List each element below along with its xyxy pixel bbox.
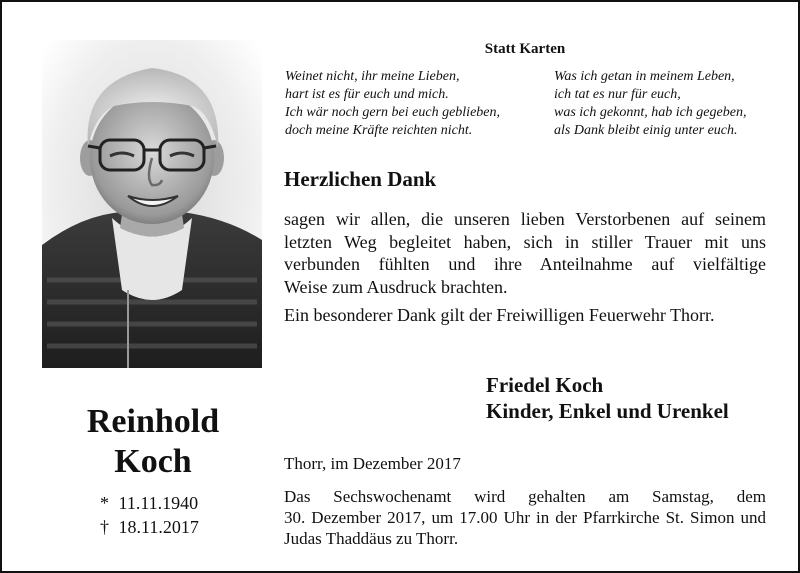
poem-line: ich tat es nur für euch, [554,87,681,102]
statt-karten-heading: Statt Karten [484,41,566,57]
birth-date: 11.11.1940 [118,493,199,513]
poem-line: doch meine Kräfte reichten nicht. [285,123,473,138]
poem-line: Was ich getan in meinem Leben, [554,69,735,84]
poem-line: Ich wär noch gern bei euch geblieben, [285,105,500,120]
poem-line: was ich gekonnt, hab ich gegeben, [554,105,747,120]
portrait-photo [42,40,262,368]
place-date: Thorr, im Dezember 2017 [284,454,461,473]
thanks-line: verbunden fühlten und ihre Anteilnahme auf vielfältige [284,254,766,274]
thanks-line: sagen wir allen, die unseren lieben Verstorbenen auf seinem [284,209,766,229]
signature-line-1: Friedel Koch [486,373,604,397]
portrait-photo-image [42,40,262,368]
special-thanks: Ein besonderer Dank gilt der Freiwilligen Feuerwehr Thorr. [284,305,715,325]
mass-notice-line: Das Sechswochenamt wird gehalten am Samstag, dem [284,487,766,506]
death-date-line [100,516,199,538]
mass-notice-line: 30. Dezember 2017, um 17.00 Uhr in der Pfarrkirche St. Simon und [284,508,766,527]
birth-date-line [100,492,198,514]
thanks-heading: Herzlichen Dank [284,167,437,191]
birth-symbol: * [100,493,109,513]
poem-left-column [285,68,500,140]
death-symbol: † [100,517,109,537]
poem-line: Weinet nicht, ihr meine Lieben, [285,69,460,84]
thanks-text [284,208,766,327]
deceased-last-name: Koch [114,443,192,480]
mass-notice-line: Judas Thaddäus zu Thorr. [284,529,459,548]
signature-block [486,372,729,424]
mass-notice [284,486,766,549]
thanks-line: letzten Weg begleitet haben, sich in stiller Trauer mit uns [284,231,766,252]
poem-right-column [554,68,746,140]
poem-line: hart ist es für euch und mich. [285,87,449,102]
deceased-first-name: Reinhold [86,403,220,440]
signature-line-2: Kinder, Enkel und Urenkel [486,399,729,423]
death-date: 18.11.2017 [118,517,199,537]
poem-line: als Dank bleibt einig unter euch. [554,123,738,138]
thanks-line: Weise zum Ausdruck brachten. [284,276,508,297]
